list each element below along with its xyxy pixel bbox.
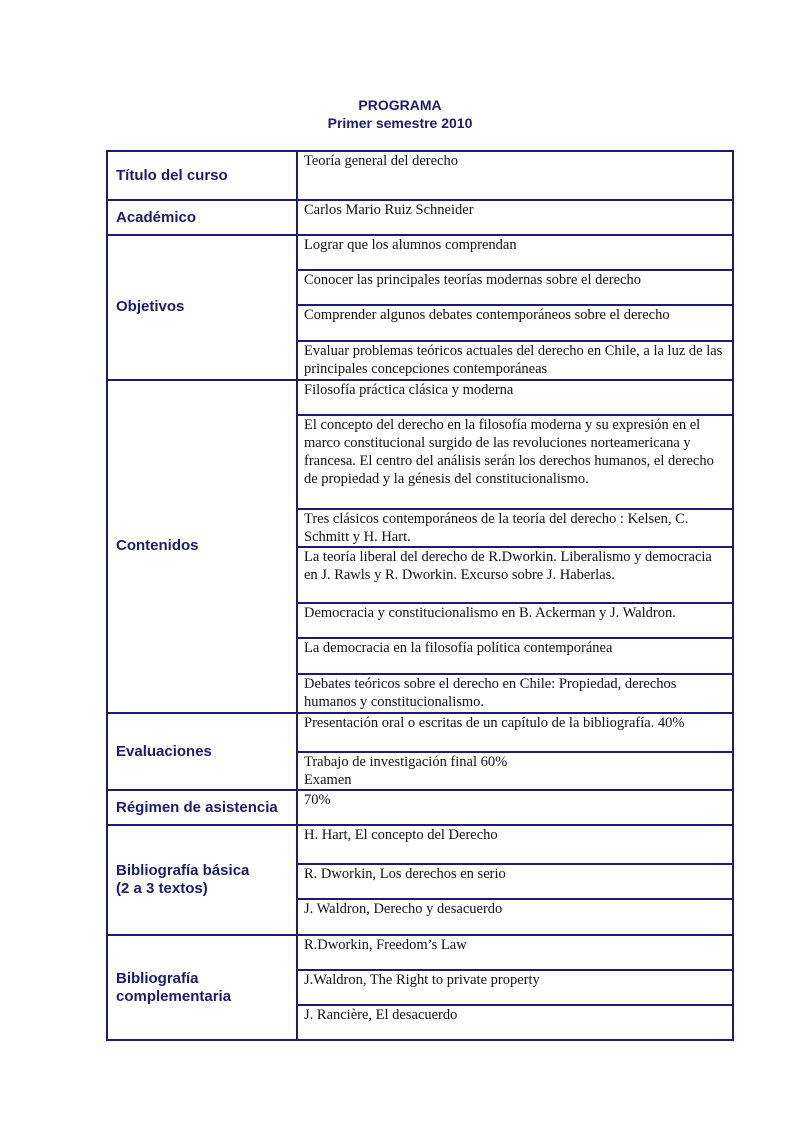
label-contenidos: Contenidos (107, 380, 297, 713)
row-bibliografia-complementaria (107, 935, 733, 970)
objetivo-item: Evaluar problemas teóricos actuales del derecho en Chile, a la luz de las principales concepciones contemporáneas (297, 341, 733, 380)
evaluacion-item (297, 752, 733, 791)
bibliografia-basica-item: H. Hart, El concepto del Derecho (297, 825, 733, 864)
contenido-item: El concepto del derecho en la filosofía moderna y su expresión en el marco constitucional surgido de las revoluciones norteamericana y francesa. El centro del análisis serán los derechos humanos, el derecho de propiedad y la génesis del constitucionalismo. (297, 415, 733, 509)
objetivo-item: Comprender algunos debates contemporáneos sobre el derecho (297, 305, 733, 341)
objetivo-item: Lograr que los alumnos comprendan (297, 235, 733, 270)
bibliografia-complementaria-item: J. Rancière, El desacuerdo (297, 1005, 733, 1040)
value-academico: Carlos Mario Ruiz Schneider (297, 200, 733, 235)
contenido-item: La democracia en la filosofía política contemporánea (297, 638, 733, 674)
document-title: PROGRAMA (358, 97, 442, 113)
row-bibliografia-basica (107, 825, 733, 864)
contenido-item: Debates teóricos sobre el derecho en Chile: Propiedad, derechos humanos y constitucionalismo. (297, 674, 733, 713)
row-titulo (107, 151, 733, 200)
bibliografia-complementaria-item: R.Dworkin, Freedom’s Law (297, 935, 733, 970)
row-academico (107, 200, 733, 235)
document-header (0, 96, 800, 132)
label-bibliografia-basica (107, 825, 297, 935)
row-objetivos (107, 235, 733, 270)
bibliografia-complementaria-item: J.Waldron, The Right to private property (297, 970, 733, 1005)
label-academico: Académico (107, 200, 297, 235)
label-asistencia: Régimen de asistencia (107, 790, 297, 825)
row-asistencia (107, 790, 733, 825)
contenido-item: La teoría liberal del derecho de R.Dworkin. Liberalismo y democracia en J. Rawls y R. Dworkin. Excurso sobre J. Haberlas. (297, 547, 733, 603)
row-contenidos (107, 380, 733, 415)
contenido-item: Filosofía práctica clásica y moderna (297, 380, 733, 415)
contenido-item: Democracia y constitucionalismo en B. Ackerman y J. Waldron. (297, 603, 733, 638)
contenido-item: Tres clásicos contemporáneos de la teoría del derecho : Kelsen, C. Schmitt y H. Hart. (297, 509, 733, 548)
program-table (106, 150, 734, 1041)
objetivo-item: Conocer las principales teorías modernas sobre el derecho (297, 270, 733, 305)
value-asistencia: 70% (297, 790, 733, 825)
label-bibliografia-complementaria: Bibliografía complementaria (107, 935, 297, 1040)
bibliografia-basica-item: J. Waldron, Derecho y desacuerdo (297, 899, 733, 935)
label-bibliografia-basica-text: Bibliografía básica (2 a 3 textos) (116, 862, 250, 898)
row-evaluaciones (107, 713, 733, 752)
bibliografia-basica-item: R. Dworkin, Los derechos en serio (297, 864, 733, 899)
document-subtitle: Primer semestre 2010 (327, 115, 473, 131)
evaluacion-item: Presentación oral o escritas de un capítulo de la bibliografía. 40% (297, 713, 733, 752)
label-evaluaciones: Evaluaciones (107, 713, 297, 791)
evaluacion-item-text: Trabajo de investigación final 60% Examen (304, 753, 508, 789)
value-titulo: Teoría general del derecho (297, 151, 733, 200)
label-titulo: Título del curso (107, 151, 297, 200)
label-objetivos: Objetivos (107, 235, 297, 380)
